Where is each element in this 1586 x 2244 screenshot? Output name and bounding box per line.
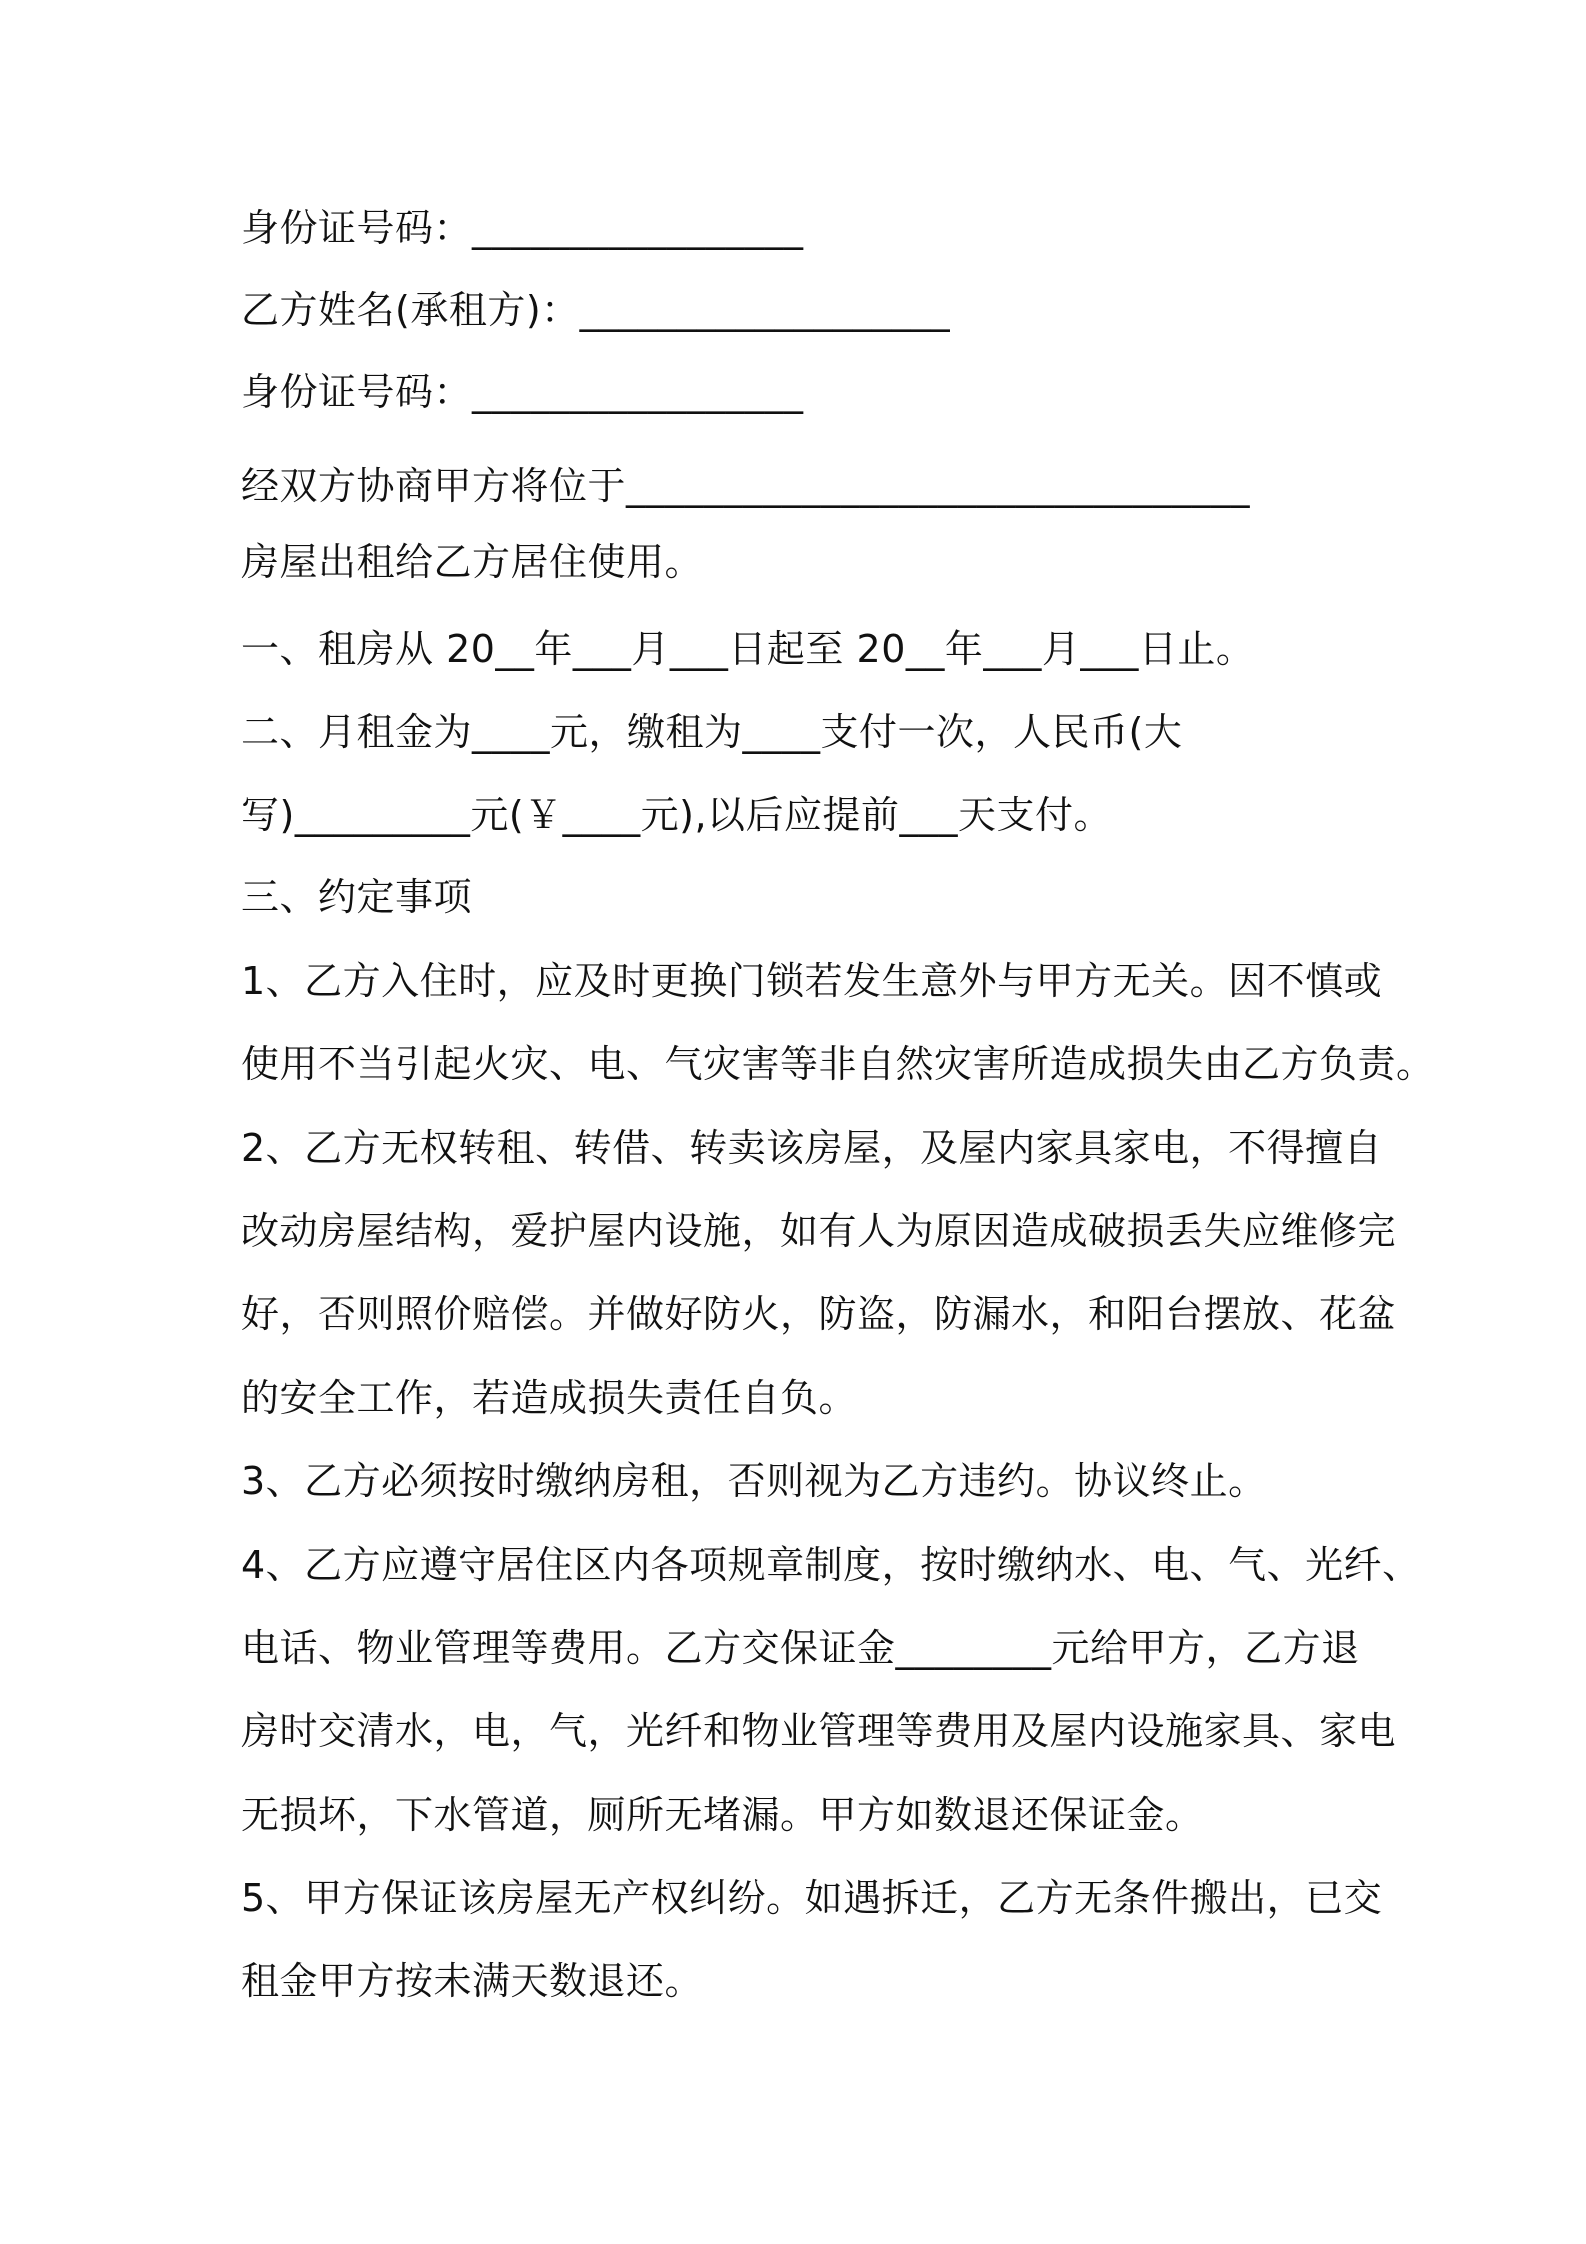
item-2-line-1: 2、乙方无权转租、转借、转卖该房屋，及屋内家具家电，不得擅自 — [241, 1126, 1383, 1170]
id-number-line-lessee: 身份证号码：_________________ — [241, 370, 804, 414]
item-2-line-3: 好，否则照价赔偿。并做好防火，防盗，防漏水，和阳台摆放、花盆 — [241, 1292, 1397, 1336]
item-5-line-2: 租金甲方按未满天数退还。 — [241, 1959, 704, 2003]
clause-1-lease-term: 一、租房从 20__年___月___日起至 20__年___月___日止。 — [241, 627, 1255, 671]
clause-2-rent-line-1: 二、月租金为____元，缴租为____支付一次，人民币(大 — [241, 710, 1183, 754]
item-2-line-2: 改动房屋结构，爱护屋内设施，如有人为原因造成破损丢失应维修完 — [241, 1209, 1397, 1253]
lessee-name-line: 乙方姓名(承租方)：___________________ — [241, 288, 951, 332]
id-number-line-lessor: 身份证号码：_________________ — [241, 206, 804, 250]
item-3-line: 3、乙方必须按时缴纳房租，否则视为乙方违约。协议终止。 — [241, 1459, 1267, 1503]
item-1-line-1: 1、乙方入住时，应及时更换门锁若发生意外与甲方无关。因不慎或 — [241, 959, 1383, 1003]
item-1-line-2: 使用不当引起火灾、电、气灾害等非自然灾害所造成损失由乙方负责。 — [241, 1042, 1435, 1086]
item-4-line-3: 房时交清水，电，气，光纤和物业管理等费用及屋内设施家具、家电 — [241, 1709, 1397, 1753]
clause-3-heading: 三、约定事项 — [241, 875, 473, 919]
item-2-line-4: 的安全工作，若造成损失责任自负。 — [241, 1376, 858, 1420]
item-4-line-1: 4、乙方应遵守居住区内各项规章制度，按时缴纳水、电、气、光纤、 — [241, 1543, 1421, 1587]
property-location-line: 经双方协商甲方将位于________________________________ — [241, 464, 1251, 508]
item-4-line-2: 电话、物业管理等费用。乙方交保证金________元给甲方，乙方退 — [241, 1626, 1360, 1670]
item-5-line-1: 5、甲方保证该房屋无产权纠纷。如遇拆迁，乙方无条件搬出，已交 — [241, 1876, 1383, 1920]
rental-purpose-line: 房屋出租给乙方居住使用。 — [241, 540, 704, 584]
item-4-line-4: 无损坏，下水管道，厕所无堵漏。甲方如数退还保证金。 — [241, 1793, 1204, 1837]
clause-2-rent-line-2: 写)_________元(￥____元),以后应提前___天支付。 — [241, 793, 1113, 837]
